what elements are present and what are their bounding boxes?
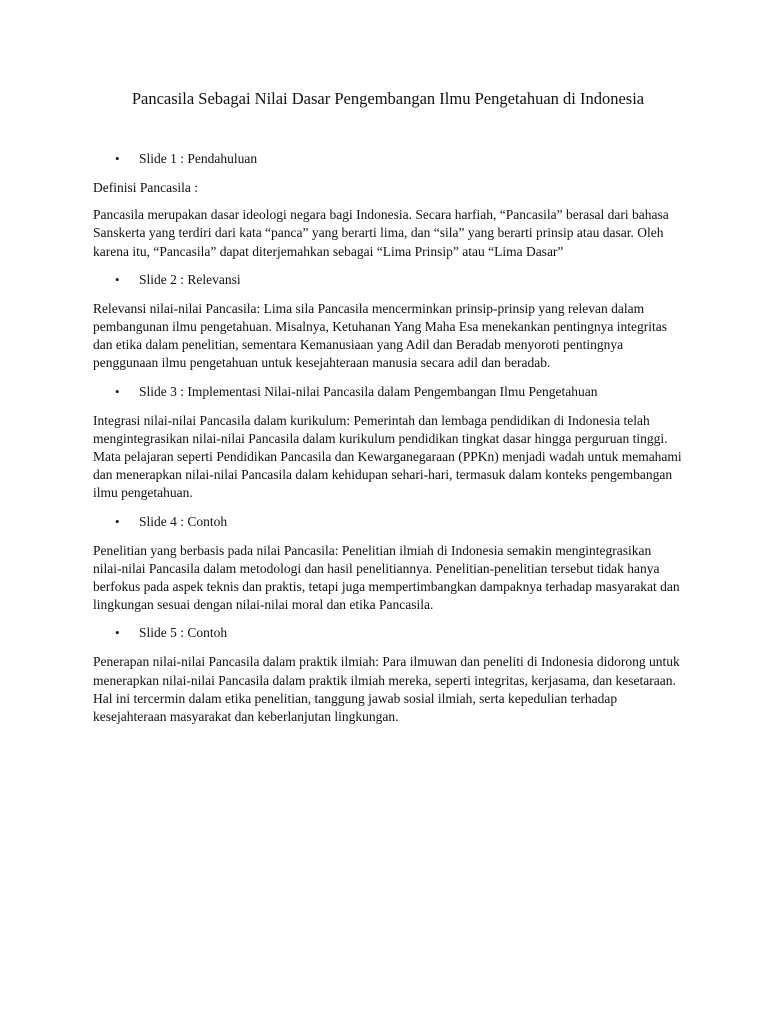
slide-2-label: Slide 2 : Relevansi — [139, 271, 241, 287]
bullet-icon: • — [115, 271, 120, 287]
slide-3-bullet — [93, 383, 683, 401]
bullet-icon: • — [115, 383, 120, 399]
slide-5-paragraph: Penerapan nilai-nilai Pancasila dalam praktik ilmiah: Para ilmuwan dan peneliti di Indonesia didorong untuk menerapkan nilai-nilai Pancasila dalam praktik ilmiah mereka, seperti integritas, kerjasama, dan kesetaraan. Hal ini tercermin dalam etika penelitian, tanggung jawab sosial ilmiah, serta kepedulian terhadap kesejahteraan masyarakat dan keberlanjutan lingkungan. — [93, 654, 680, 725]
slide-5-label: Slide 5 : Contoh — [139, 625, 228, 641]
slide-3-paragraph: Integrasi nilai-nilai Pancasila dalam kurikulum: Pemerintah dan lembaga pendidikan di Indonesia telah mengintegrasikan nilai-nilai Pancasila dalam kurikulum pendidikan tingkat dasar hingga perguruan tinggi. Mata pelajaran seperti Pendidikan Pancasila dan Kewarganegaraan (PPKn) menjadi wadah untuk memahami dan menerapkan nilai-nilai Pancasila dalam kehidupan sehari-hari, termasuk dalam konteks pengembangan ilmu pengetahuan. — [93, 412, 682, 501]
bullet-icon: • — [115, 151, 120, 166]
slide-3-label: Slide 3 : Implementasi Nilai-nilai Pancasila dalam Pengembangan Ilmu Pengetahuan — [139, 383, 598, 399]
slide-1-bullet — [93, 150, 683, 168]
slide-4-label: Slide 4 : Contoh — [139, 513, 228, 529]
document-title: Pancasila Sebagai Nilai Dasar Pengembangan Ilmu Pengetahuan di Indonesia — [131, 89, 645, 108]
slide-1-paragraph: Pancasila merupakan dasar ideologi negara bagi Indonesia. Secara harfiah, “Pancasila” berasal dari bahasa Sanskerta yang terdiri dari kata “panca” yang berarti lima, dan “sila” yang berarti prinsip atau dasar. Oleh karena itu, “Pancasila” dapat diterjemahkan sebagai “Lima Prinsip” atau “Lima Dasar” — [93, 207, 669, 259]
slide-1-label: Slide 1 : Pendahuluan — [139, 151, 258, 166]
slide-4-paragraph: Penelitian yang berbasis pada nilai Pancasila: Penelitian ilmiah di Indonesia semakin mengintegrasikan nilai-nilai Pancasila dalam metodologi dan hasil penelitiannya. Penelitian-penelitian tersebut tidak hanya berfokus pada aspek teknis dan praktis, tetapi juga mempertimbangkan dampaknya terhadap masyarakat dan lingkungan sesuai dengan nilai-nilai moral dan etika Pancasila. — [93, 542, 680, 613]
slide-2-paragraph: Relevansi nilai-nilai Pancasila: Lima sila Pancasila mencerminkan prinsip-prinsip yang relevan dalam pembangunan ilmu pengetahuan. Misalnya, Ketuhanan Yang Maha Esa menekankan pentingnya integritas dan etika dalam penelitian, sementara Kemanusiaan yang Adil dan Beradab menyoroti pentingnya penggunaan ilmu pengetahuan untuk kesejahteraan manusia secara adil dan beradab. — [93, 300, 667, 371]
document-page — [93, 88, 683, 726]
slide-2-bullet — [93, 271, 683, 289]
slide-4-bullet — [93, 513, 683, 531]
slide-1-heading: Definisi Pancasila : — [93, 180, 198, 195]
bullet-icon: • — [115, 513, 120, 529]
slide-5-bullet — [93, 624, 683, 642]
bullet-icon: • — [115, 625, 120, 641]
